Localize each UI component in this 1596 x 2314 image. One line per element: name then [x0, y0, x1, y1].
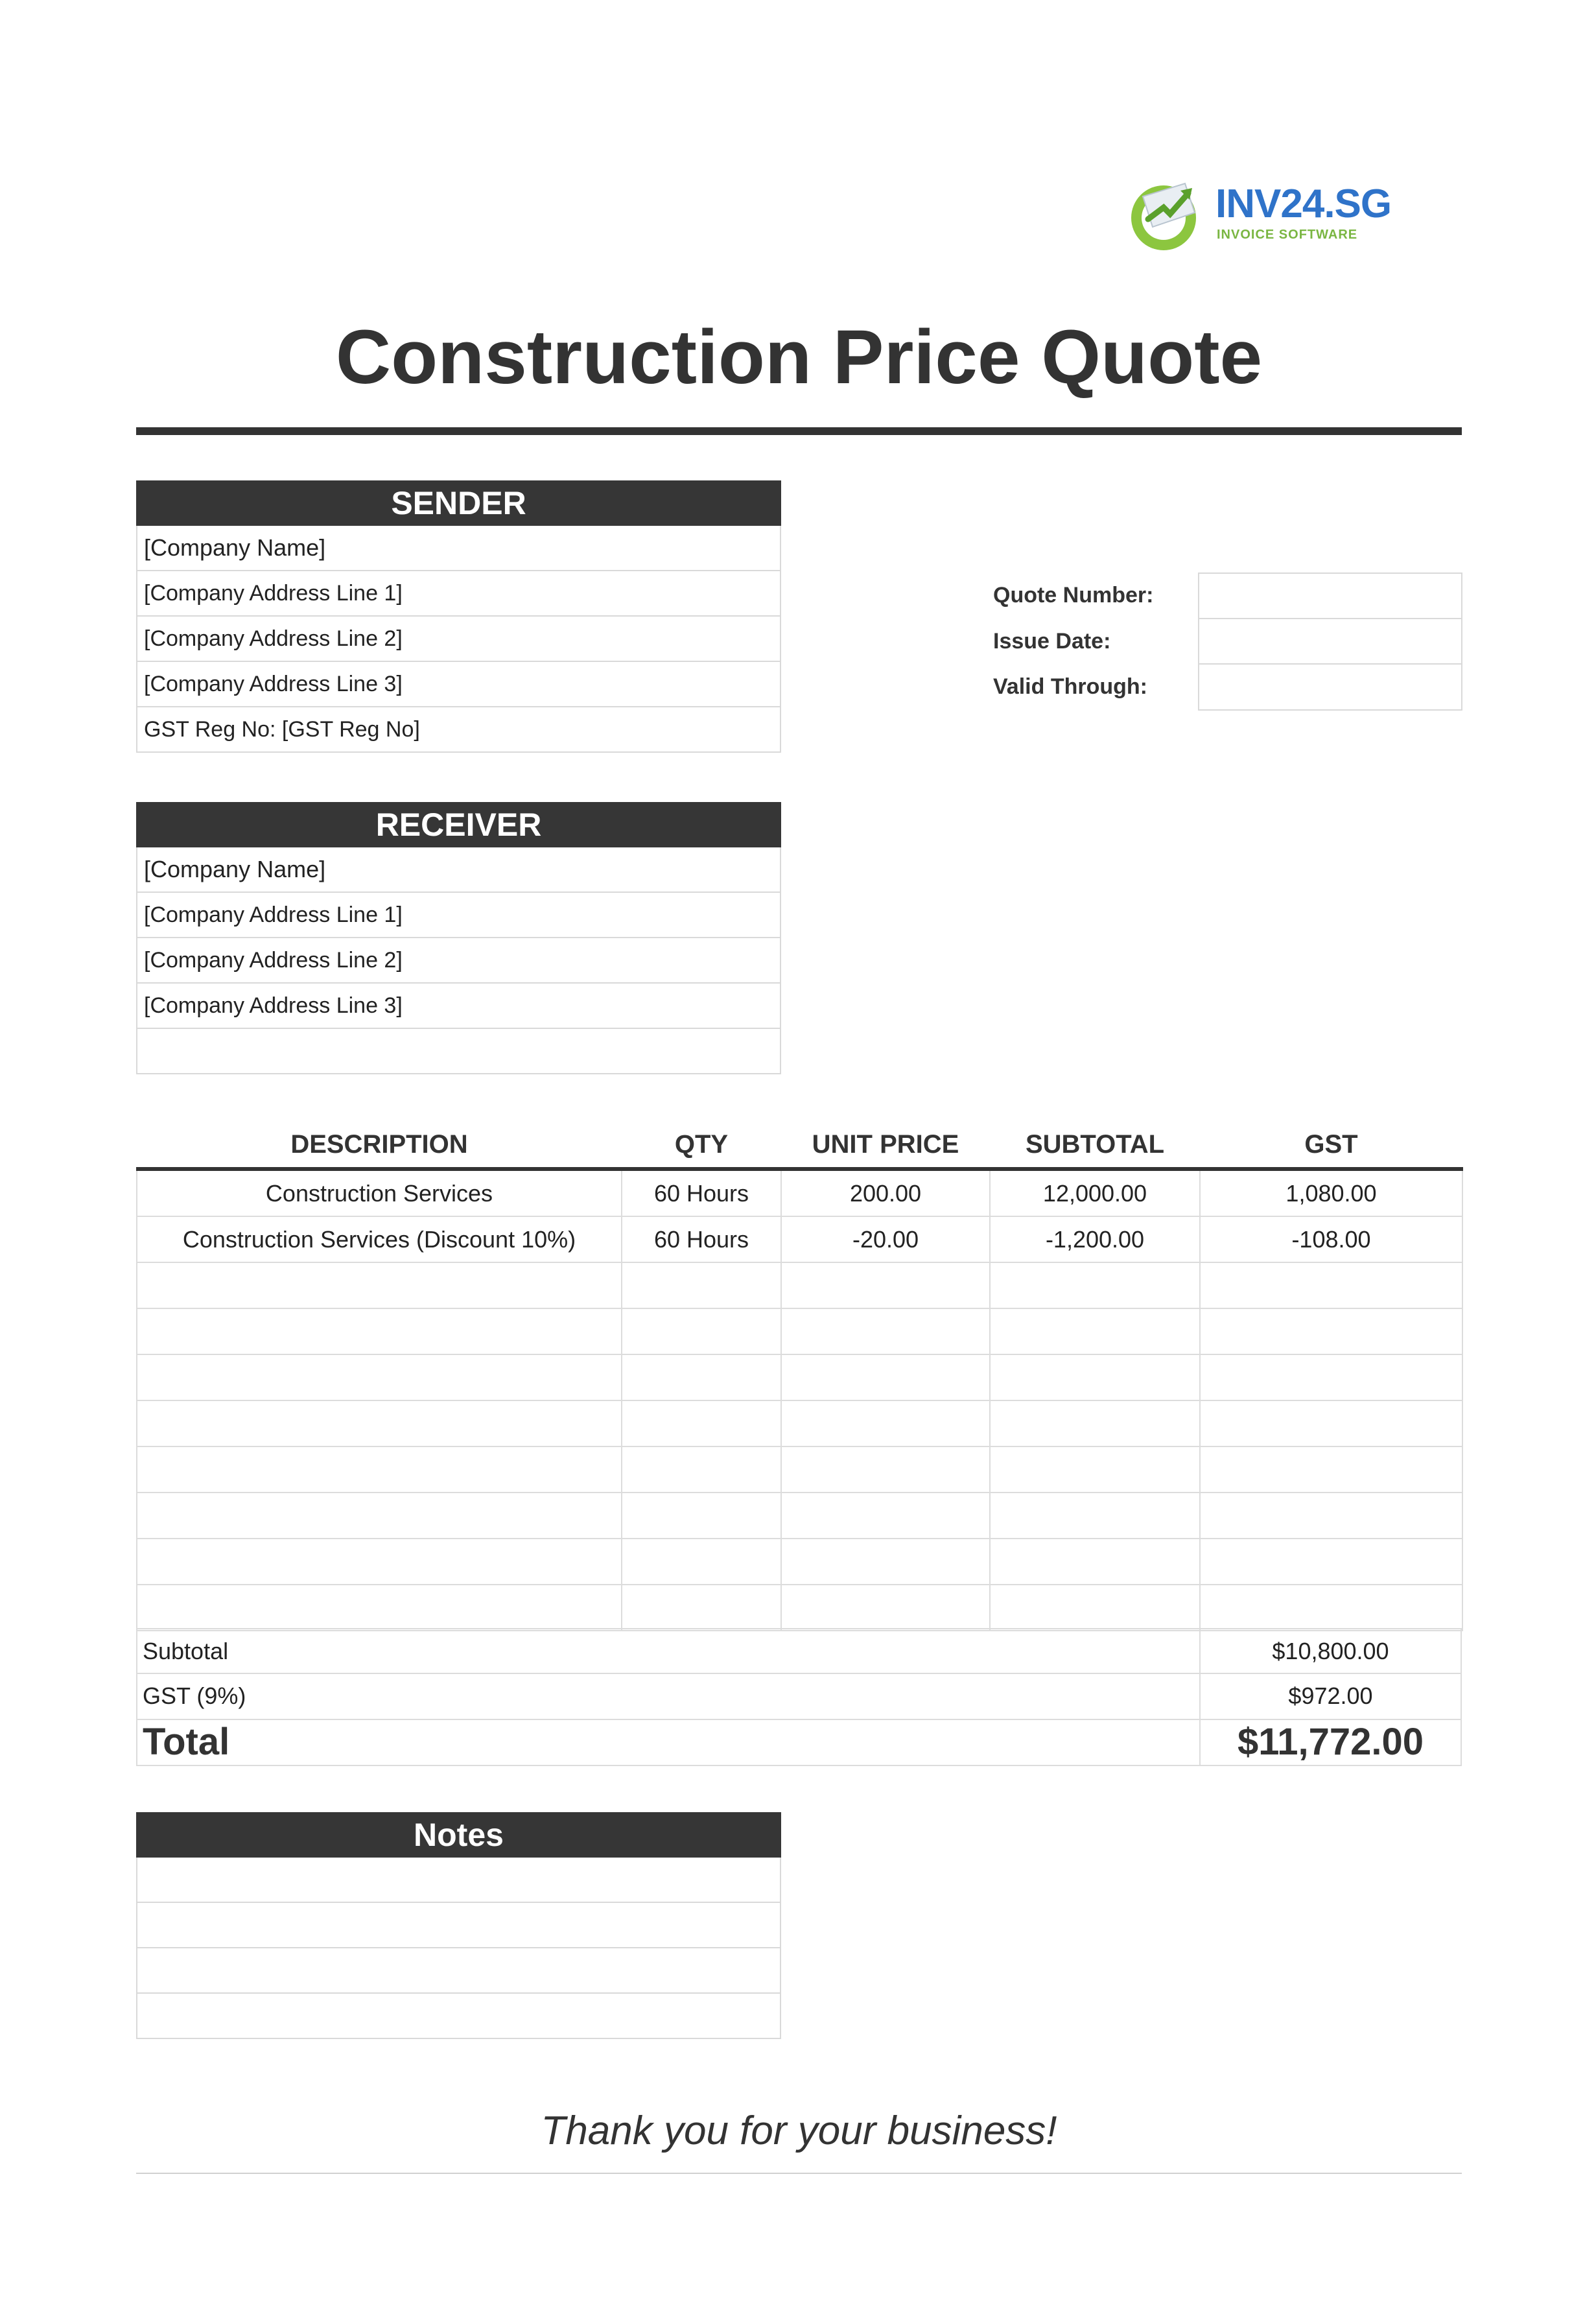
cell-description[interactable]: [137, 1585, 622, 1631]
cell-qty[interactable]: [622, 1262, 781, 1308]
sender-panel: [136, 480, 781, 753]
cell-unit-price[interactable]: [781, 1493, 990, 1539]
cell-subtotal[interactable]: [990, 1400, 1200, 1446]
logo-mark-icon: [1123, 167, 1214, 253]
sender-company-name[interactable]: [Company Name]: [136, 526, 781, 571]
notes-panel: [136, 1812, 781, 2039]
cell-gst[interactable]: [1200, 1354, 1462, 1400]
notes-line[interactable]: [136, 1858, 781, 1903]
table-row: [137, 1169, 1462, 1216]
cell-subtotal[interactable]: [990, 1539, 1200, 1585]
logo-tagline: INVOICE SOFTWARE: [1217, 228, 1358, 242]
col-header-unit-price: UNIT PRICE: [781, 1122, 990, 1169]
logo-name: INV24.SG: [1215, 182, 1392, 226]
table-row: [137, 1585, 1462, 1631]
table-row: [137, 1539, 1462, 1585]
cell-qty[interactable]: [622, 1400, 781, 1446]
gst-row: [136, 1674, 1462, 1720]
cell-gst[interactable]: [1200, 1585, 1462, 1631]
receiver-panel: [136, 802, 781, 1074]
col-header-subtotal: SUBTOTAL: [990, 1122, 1200, 1169]
cell-gst[interactable]: -108.00: [1200, 1216, 1462, 1262]
cell-description[interactable]: [137, 1262, 622, 1308]
cell-description[interactable]: [137, 1308, 622, 1354]
footer-divider: [136, 2173, 1462, 2174]
cell-unit-price[interactable]: [781, 1446, 990, 1493]
cell-gst[interactable]: [1200, 1493, 1462, 1539]
col-header-qty: QTY: [622, 1122, 781, 1169]
cell-description[interactable]: [137, 1354, 622, 1400]
company-logo: [1123, 167, 1392, 253]
cell-subtotal[interactable]: [990, 1585, 1200, 1631]
cell-gst[interactable]: [1200, 1262, 1462, 1308]
receiver-address-line-3[interactable]: [Company Address Line 3]: [136, 984, 781, 1029]
total-label: Total: [143, 1721, 230, 1763]
items-table: [136, 1122, 1463, 1631]
cell-qty[interactable]: [622, 1539, 781, 1585]
subtotal-label: Subtotal: [143, 1638, 229, 1664]
sender-address-line-2[interactable]: [Company Address Line 2]: [136, 617, 781, 662]
cell-qty[interactable]: 60 Hours: [622, 1169, 781, 1216]
cell-gst[interactable]: [1200, 1308, 1462, 1354]
table-row: [137, 1400, 1462, 1446]
table-row: [137, 1446, 1462, 1493]
sender-address-line-1[interactable]: [Company Address Line 1]: [136, 571, 781, 617]
cell-description[interactable]: [137, 1539, 622, 1585]
cell-description[interactable]: [137, 1493, 622, 1539]
cell-qty[interactable]: [622, 1308, 781, 1354]
cell-subtotal[interactable]: [990, 1354, 1200, 1400]
receiver-address-line-2[interactable]: [Company Address Line 2]: [136, 938, 781, 984]
cell-subtotal[interactable]: -1,200.00: [990, 1216, 1200, 1262]
page-title: Construction Price Quote: [335, 314, 1263, 400]
notes-line[interactable]: [136, 1903, 781, 1948]
sender-heading: SENDER: [136, 480, 781, 526]
cell-unit-price[interactable]: [781, 1400, 990, 1446]
total-row: [136, 1720, 1462, 1766]
cell-unit-price[interactable]: [781, 1539, 990, 1585]
col-header-description: DESCRIPTION: [137, 1122, 622, 1169]
cell-unit-price[interactable]: [781, 1308, 990, 1354]
cell-qty[interactable]: 60 Hours: [622, 1216, 781, 1262]
gst-value: $972.00: [1199, 1674, 1461, 1719]
table-row: [137, 1354, 1462, 1400]
cell-subtotal[interactable]: [990, 1262, 1200, 1308]
table-row: [137, 1262, 1462, 1308]
cell-gst[interactable]: 1,080.00: [1200, 1169, 1462, 1216]
receiver-address-line-1[interactable]: [Company Address Line 1]: [136, 893, 781, 938]
cell-qty[interactable]: [622, 1493, 781, 1539]
table-row: [137, 1216, 1462, 1262]
cell-qty[interactable]: [622, 1585, 781, 1631]
cell-unit-price[interactable]: -20.00: [781, 1216, 990, 1262]
notes-line[interactable]: [136, 1994, 781, 2039]
cell-unit-price[interactable]: [781, 1354, 990, 1400]
cell-gst[interactable]: [1200, 1446, 1462, 1493]
cell-description[interactable]: [137, 1400, 622, 1446]
cell-subtotal[interactable]: [990, 1446, 1200, 1493]
valid-through-field[interactable]: [1199, 665, 1461, 710]
cell-gst[interactable]: [1200, 1539, 1462, 1585]
quote-info-box: [1198, 573, 1462, 711]
cell-subtotal[interactable]: [990, 1493, 1200, 1539]
cell-description[interactable]: Construction Services (Discount 10%): [137, 1216, 622, 1262]
subtotal-value: $10,800.00: [1199, 1629, 1461, 1674]
sender-address-line-3[interactable]: [Company Address Line 3]: [136, 662, 781, 707]
table-row: [137, 1493, 1462, 1539]
notes-line[interactable]: [136, 1948, 781, 1994]
thank-you-message: Thank you for your business!: [541, 2108, 1057, 2153]
sender-gst-reg-no[interactable]: GST Reg No: [GST Reg No]: [136, 707, 781, 753]
cell-unit-price[interactable]: [781, 1262, 990, 1308]
cell-description[interactable]: [137, 1446, 622, 1493]
title-divider: [136, 427, 1462, 435]
receiver-company-name[interactable]: [Company Name]: [136, 847, 781, 893]
cell-description[interactable]: Construction Services: [137, 1169, 622, 1216]
issue-date-field[interactable]: [1199, 619, 1461, 665]
valid-through-label: Valid Through:: [993, 674, 1147, 699]
cell-qty[interactable]: [622, 1354, 781, 1400]
receiver-heading: RECEIVER: [136, 802, 781, 847]
total-value: $11,772.00: [1199, 1720, 1461, 1765]
gst-label: GST (9%): [143, 1682, 246, 1709]
cell-subtotal[interactable]: 12,000.00: [990, 1169, 1200, 1216]
cell-qty[interactable]: [622, 1446, 781, 1493]
subtotal-row: [136, 1628, 1462, 1674]
issue-date-label: Issue Date:: [993, 629, 1111, 654]
table-row: [137, 1308, 1462, 1354]
cell-unit-price[interactable]: 200.00: [781, 1169, 990, 1216]
items-header-row: [137, 1122, 1462, 1169]
cell-subtotal[interactable]: [990, 1308, 1200, 1354]
cell-unit-price[interactable]: [781, 1585, 990, 1631]
quote-number-label: Quote Number:: [993, 583, 1154, 608]
quote-number-field[interactable]: [1199, 574, 1461, 619]
cell-gst[interactable]: [1200, 1400, 1462, 1446]
col-header-gst: GST: [1200, 1122, 1462, 1169]
receiver-extra-line[interactable]: [136, 1029, 781, 1074]
notes-heading: Notes: [136, 1812, 781, 1858]
